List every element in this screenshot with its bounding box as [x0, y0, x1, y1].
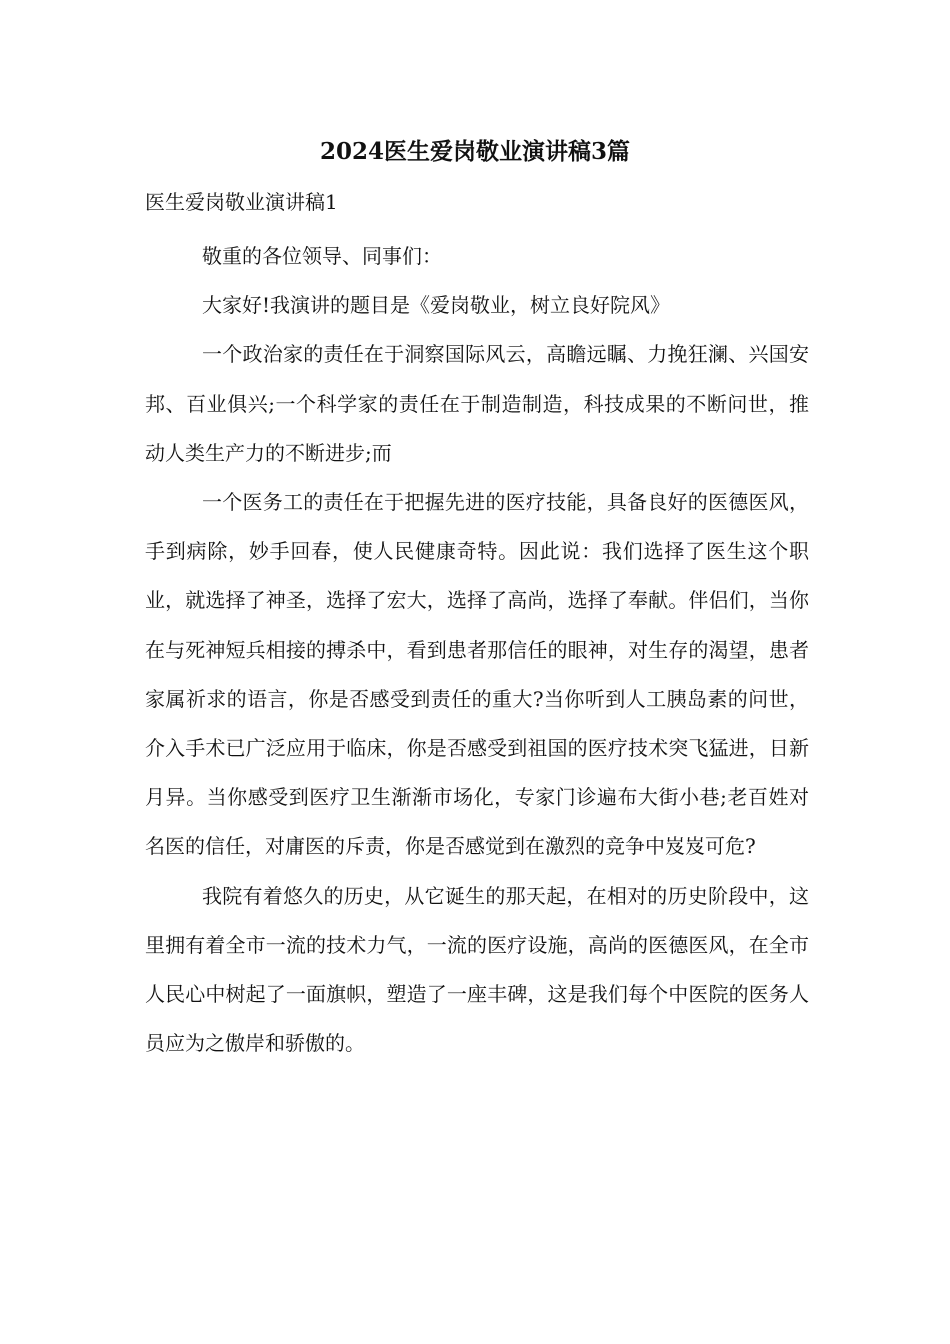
paragraph-greeting: 大家好!我演讲的题目是《爱岗敬业，树立良好院风》 [202, 293, 671, 318]
paragraph-politician-scientist: 一个政治家的责任在于洞察国际风云，高瞻远瞩、力挽狂澜、兴国安邦、百业俱兴;一个科学家的责任在于制造制造，科技成果的不断问世，推动人类生产力的不断进步;而 [145, 342, 809, 465]
document-body [145, 232, 809, 1068]
paragraph-medical-worker: 一个医务工的责任在于把握先进的医疗技能，具备良好的医德医风，手到病除，妙手回春，使人民健康奇特。因此说：我们选择了医生这个职业，就选择了神圣，选择了宏大，选择了高尚，选择了奉献。伴侣们，当你在与死神短兵相接的搏杀中，看到患者那信任的眼神，对生存的渴望，患者家属祈求的语言，你是否感受到责任的重大?当你听到人工胰岛素的问世，介入手术已广泛应用于临床，你是否感受到祖国的医疗技术突飞猛进，日新月异。当你感受到医疗卫生渐渐市场化，专家门诊遍布大街小巷;老百姓对名医的信任，对庸医的斥责，你是否感觉到在激烈的竞争中岌岌可危? [145, 490, 809, 859]
section-heading: 医生爱岗敬业演讲稿1 [145, 190, 338, 214]
paragraph-hospital-history: 我院有着悠久的历史，从它诞生的那天起，在相对的历史阶段中，这里拥有着全市一流的技术力气，一流的医疗设施，高尚的医德医风，在全市人民心中树起了一面旗帜，塑造了一座丰碑，这是我们每个中医院的医务人员应为之傲岸和骄傲的。 [145, 883, 809, 1056]
document-title: 2024医生爱岗敬业演讲稿3篇 [319, 138, 631, 165]
paragraph-salutation: 敬重的各位领导、同事们： [202, 244, 442, 268]
